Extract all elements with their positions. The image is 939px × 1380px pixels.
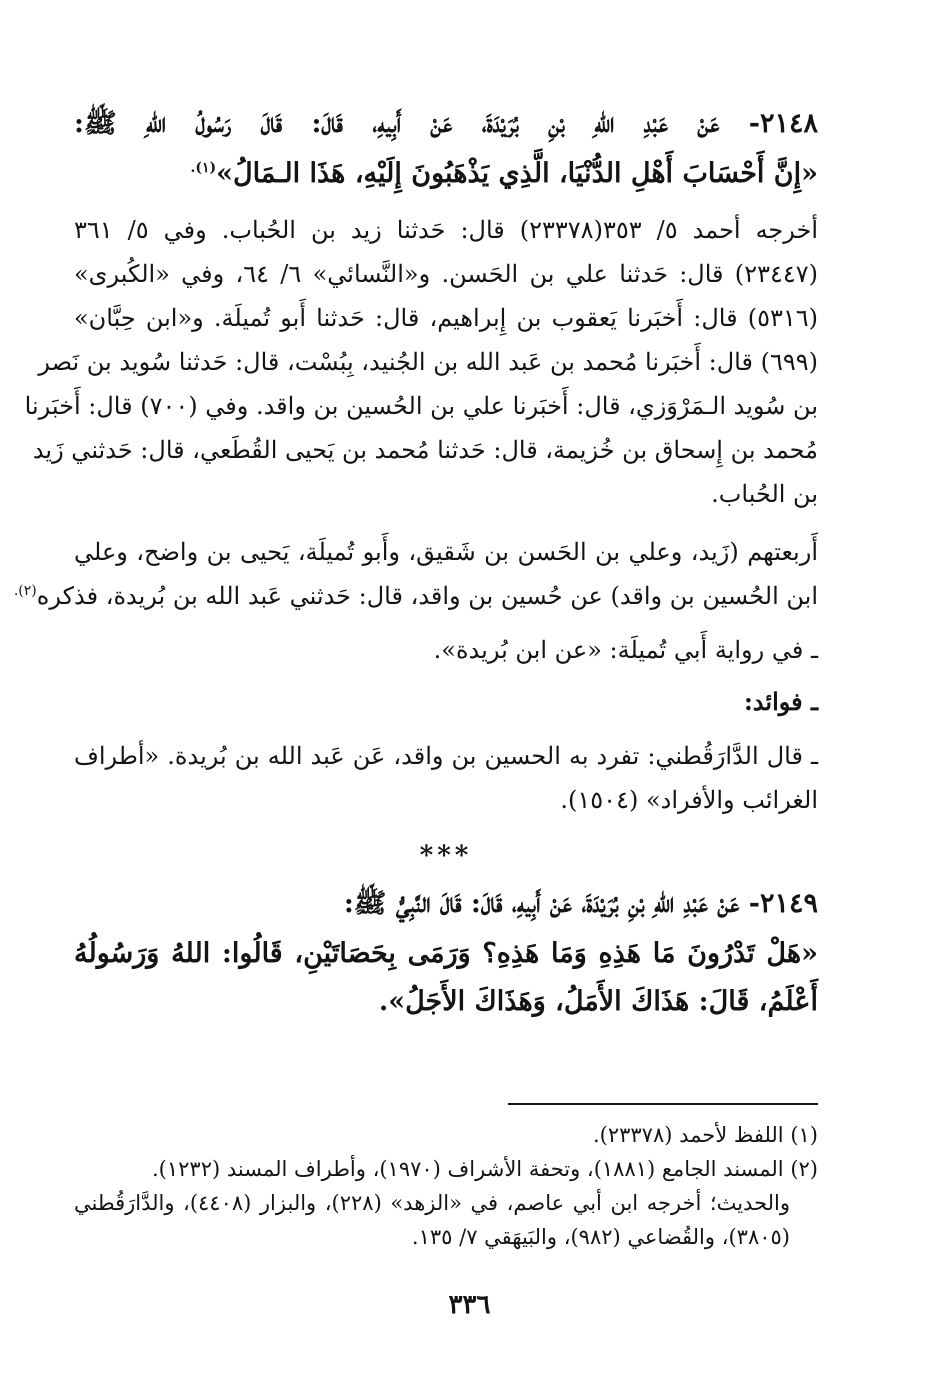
footnote-1: (١) اللفظ لأحمد (٢٣٣٧٨). (592, 1123, 818, 1147)
fawaid-heading: ـ فوائد: (743, 687, 818, 716)
daraqutni-note (74, 734, 818, 822)
footnotes (74, 1118, 818, 1254)
footnote-2-continuation: والحديث؛ أخرجه ابن أبي عاصم، في «الزهد» (٢٢٨)، والبزار (٤٤٠٨)، والدَّارَقُطني (74, 1191, 790, 1215)
daraqutni-line: الغرائب والأفراد» (١٥٠٤). (560, 786, 818, 814)
page-number: ٣٣٦ (448, 1290, 491, 1320)
footnote-2-continuation: (٣٨٠٥)، والقُضاعي (٩٨٢)، والبَيهَقي ٧/ ١٣٥. (411, 1225, 790, 1249)
takhrij-line: (٢٣٤٤٧) قال: حَدثنا علي بن الحَسن. و«النَّسائي» ٦/ ٦٤، وفي «الكُبرى» (74, 260, 819, 288)
daraqutni-line: ـ قال الدَّارَقُطني: تفرد به الحسين بن واقد، عَن عَبد الله بن بُريدة. «أطراف (74, 742, 819, 770)
takhrij-paragraph (24, 208, 819, 516)
narrators-line-text: ابن الحُسين بن واقد) عن حُسين بن واقد، قال: حَدثني عَبد الله بن بُريدة، فذكره (36, 582, 818, 610)
takhrij-line: بن الحُباب. (711, 480, 818, 508)
footnote-ref-1: (١). (190, 160, 217, 176)
page-body (13, 100, 819, 1026)
hadith-2148 (74, 100, 818, 198)
footnote-divider (508, 1103, 818, 1105)
hadith-2148-isnad: ٢١٤٨- عَنْ عَبْدِ اللهِ بْنِ بُرَيْدَةَ، عَنْ أَبِيهِ، قَالَ: قَالَ رَسُولُ اللهِ ﷺ: (74, 108, 818, 139)
takhrij-line: أخرجه أحمد ٥/ ٣٥٣(٢٣٣٧٨) قال: حَدثنا زيد بن الحُباب. وفي ٥/ ٣٦١ (74, 216, 819, 244)
narrators-line (13, 574, 818, 618)
hadith-2149 (74, 880, 818, 1026)
narrators-paragraph (13, 530, 818, 618)
section-separator: *** (419, 841, 473, 871)
hadith-2149-matn: «هَلْ تَدْرُونَ مَا هَذِهِ وَمَا هَذِهِ؟ وَرَمَى بِحَصَاتَيْنِ، قَالُوا: اللهُ وَرَسُولُهُ (74, 938, 818, 969)
narrators-line: أَربعتهم (زَيد، وعلي بن الحَسن بن شَقيق، وأَبو تُميلَة، يَحيى بن واضح، وعلي (74, 538, 818, 566)
riwaya-note: ـ في رواية أَبي تُميلَة: «عن ابن بُريدة». (433, 636, 818, 664)
hadith-2148-matn-text: «إِنَّ أَحْسَابَ أَهْلِ الدُّنْيَا، الَّذِي يَذْهَبُونَ إِلَيْهِ، هَذَا الـمَالُ» (216, 158, 818, 189)
footnote-ref-2: (٢). (13, 583, 37, 599)
hadith-2148-matn (74, 150, 818, 198)
takhrij-line: بن سُويد الـمَرْوَزي، قال: أَخبَرنا علي بن الحُسين بن واقد. وفي (٧٠٠) قال: أَخبَرنا (24, 392, 818, 420)
footnote-2: (٢) المسند الجامع (١٨٨١)، وتحفة الأشراف (١٩٧٠)، وأطراف المسند (١٢٣٢). (152, 1157, 818, 1181)
takhrij-line: (٦٩٩) قال: أَخبَرنا مُحمد بن عَبد الله بن الجُنيد، بِبُسْت، قال: حَدثنا سُويد بن نَصر (38, 348, 818, 376)
hadith-2149-isnad: ٢١٤٩- عَنْ عَبْدِ اللهِ بْنِ بُرَيْدَةَ، عَنْ أَبِيهِ، قَالَ: قَالَ النَّبِيُّ ﷺ: (343, 888, 818, 919)
takhrij-line: مُحمد بن إِسحاق بن خُزيمة، قال: حَدثنا مُحمد بن يَحيى القُطَعي، قال: حَدثني زَيد (32, 436, 818, 464)
hadith-2149-matn: أَعْلَمُ، قَالَ: هَذَاكَ الأَمَلُ، وَهَذَاكَ الأَجَلُ». (378, 986, 818, 1017)
takhrij-line: (٥٣١٦) قال: أَخبَرنا يَعقوب بن إِبراهيم، قال: حَدثنا أَبو تُميلَة. و«ابن حِبَّان» (74, 304, 818, 332)
